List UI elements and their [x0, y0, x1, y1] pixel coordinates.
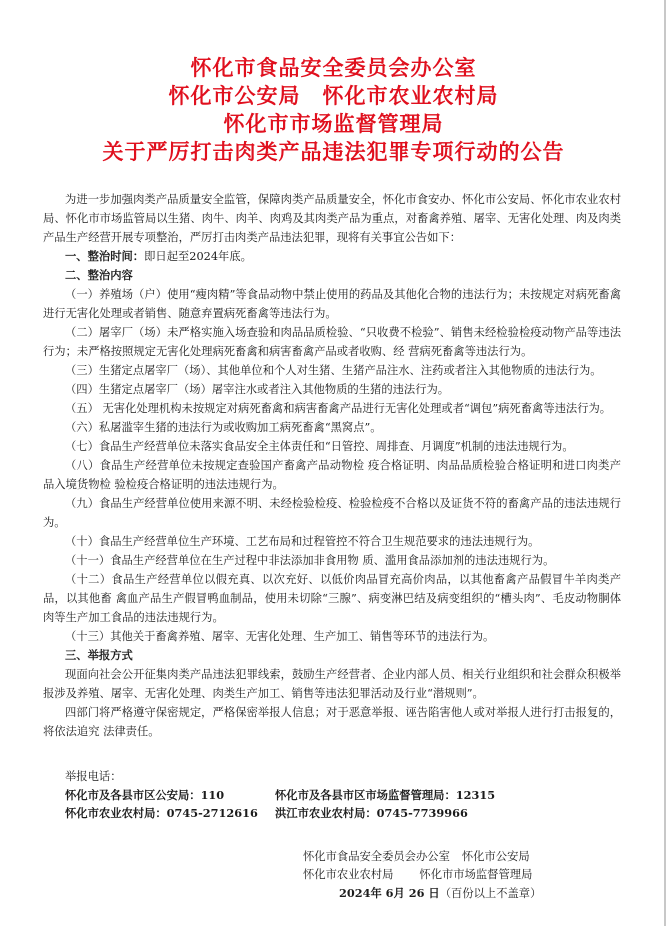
signature-line-1 [303, 848, 541, 866]
list-item: （十二）食品生产经营单位以假充真、以次充好、以低价肉品冒充高价肉品，以其他畜禽产品假冒牛羊肉类产品，以其他畜 禽血产品生产假冒鸭血制品，使用未切除“三腺”、病变淋巴结及病变组织的“槽头肉”、毛皮动物胴体肉等生产加工食品的违法违规行为。 [43, 573, 621, 624]
signer-food-safety-office: 怀化市食品安全委员会办公室 [303, 850, 450, 863]
issue-date: 2024年 6月 26 日 [339, 886, 440, 900]
contact-block [65, 768, 495, 822]
contact-row [65, 786, 495, 804]
contact-police: 怀化市及各县市区公安局：110 [65, 788, 225, 802]
list-item: （五） 无害化处理机构未按规定对病死畜禽和病害畜禽产品进行无害化处理或者“调包”病死畜禽等违法行为。 [65, 402, 612, 415]
list-item: （四）生猪定点屠宰厂（场）屠宰注水或者注入其他物质的生猪的违法行为。 [65, 383, 450, 396]
document-header [0, 54, 667, 166]
list-item: （二）屠宰厂（场）未严格实施入场查验和肉品品质检验、“只收费不检验”、销售未经检验检疫动物产品等违法行为；未严格按照规定无害化处理病死畜禽和病害畜禽产品或者收购、经 营病死畜禽等违法行为。 [43, 326, 621, 358]
signature-date-line [303, 884, 541, 903]
confidentiality-paragraph: 四部门将严格遵守保密规定，严格保密举报人信息；对于恶意举报、诬告陷害他人或对举报人进行打击报复的，将依法追究 法律责任。 [43, 706, 621, 738]
seal-note: （百份以上不盖章） [439, 887, 542, 900]
contact-row [65, 804, 495, 822]
contact-hongjiang-agriculture: 洪江市农业农村局：0745-7739966 [275, 806, 468, 820]
list-item: （九）食品生产经营单位使用来源不明、未经检验检疫、检验检疫不合格以及证货不符的畜禽产品的违法违规行为。 [43, 497, 621, 529]
title-issuer-1: 怀化市食品安全委员会办公室 [190, 56, 477, 80]
section-2-heading: 二、整治内容 [65, 269, 133, 282]
section-1-heading [43, 247, 621, 266]
intro-paragraph: 为进一步加强肉类产品质量安全监管，保障肉类产品质量安全，怀化市食安办、怀化市公安局、怀化市农业农村局、怀化市市场监管局以生猪、肉牛、肉羊、肉鸡及其肉类产品为重点，对畜禽养殖、屠宰、无害化处理、肉及肉类产品生产经营开展专项整治，严厉打击肉类产品违法犯罪，现将有关事宜公告如下： [43, 193, 621, 244]
signature-block [303, 848, 541, 903]
list-item: （六）私屠滥宰生猪的违法行为或收购加工病死畜禽“黑窝点”。 [65, 421, 382, 434]
list-item: （七）食品生产经营单位未落实食品安全主体责任和“日管控、周排查、月调度”机制的违法违规行为。 [65, 440, 574, 453]
list-item: （十）食品生产经营单位生产环境、工艺布局和过程管控不符合卫生规范要求的违法违规行为。 [65, 535, 540, 548]
contact-label: 举报电话： [65, 770, 122, 783]
contact-agriculture: 怀化市农业农村局：0745-2712616 [65, 806, 258, 820]
title-issuers-2 [0, 82, 667, 110]
signer-police: 怀化市公安局 [461, 850, 530, 863]
title-issuer-police: 怀化市公安局 [168, 84, 301, 108]
section-1-value: 即日起至2024年底。 [144, 250, 252, 263]
signer-agriculture: 怀化市农业农村局 [303, 868, 394, 881]
title-issuer-agriculture: 怀化市农业农村局 [322, 84, 499, 108]
list-item: （三）生猪定点屠宰厂（场）、其他单位和个人对生猪、生猪产品注水、注药或者注入其他物质的违法行为。 [65, 364, 602, 377]
report-paragraph: 现面向社会公开征集肉类产品违法犯罪线索，鼓励生产经营者、企业内部人员、相关行业组织和社会群众积极举报涉及养殖、屠宰、无害化处理、肉类生产加工、销售等违法犯罪活动及行业“潜规则”。 [43, 668, 621, 700]
document-body [43, 190, 621, 741]
section-3-heading: 三、举报方式 [65, 649, 133, 662]
signature-line-2 [303, 866, 541, 884]
section-1-title: 一、整治时间： [65, 250, 145, 263]
document-title: 关于严厉打击肉类产品违法犯罪专项行动的公告 [102, 140, 565, 164]
title-issuer-3: 怀化市市场监督管理局 [223, 112, 444, 136]
list-item: （一）养殖场（户）使用“瘦肉精”等食品动物中禁止使用的药品及其他化合物的违法行为；未按规定对病死畜禽进行无害化处理或者销售、随意弃置病死畜禽等违法行为。 [43, 288, 621, 320]
contact-market-supervision: 怀化市及各县市区市场监督管理局：12315 [275, 788, 496, 802]
list-item: （八）食品生产经营单位未按规定查验国产畜禽产品动物检 疫合格证明、肉品品质检验合格证明和进口肉类产品入境货物检 验检疫合格证明的违法违规行为。 [43, 459, 621, 491]
list-item: （十一）食品生产经营单位在生产过程中非法添加非食用物 质、滥用食品添加剂的违法违规行为。 [65, 554, 555, 567]
list-item: （十三）其他关于畜禽养殖、屠宰、无害化处理、生产加工、销售等环节的违法行为。 [65, 630, 495, 643]
signer-market-supervision: 怀化市市场监督管理局 [419, 868, 533, 881]
